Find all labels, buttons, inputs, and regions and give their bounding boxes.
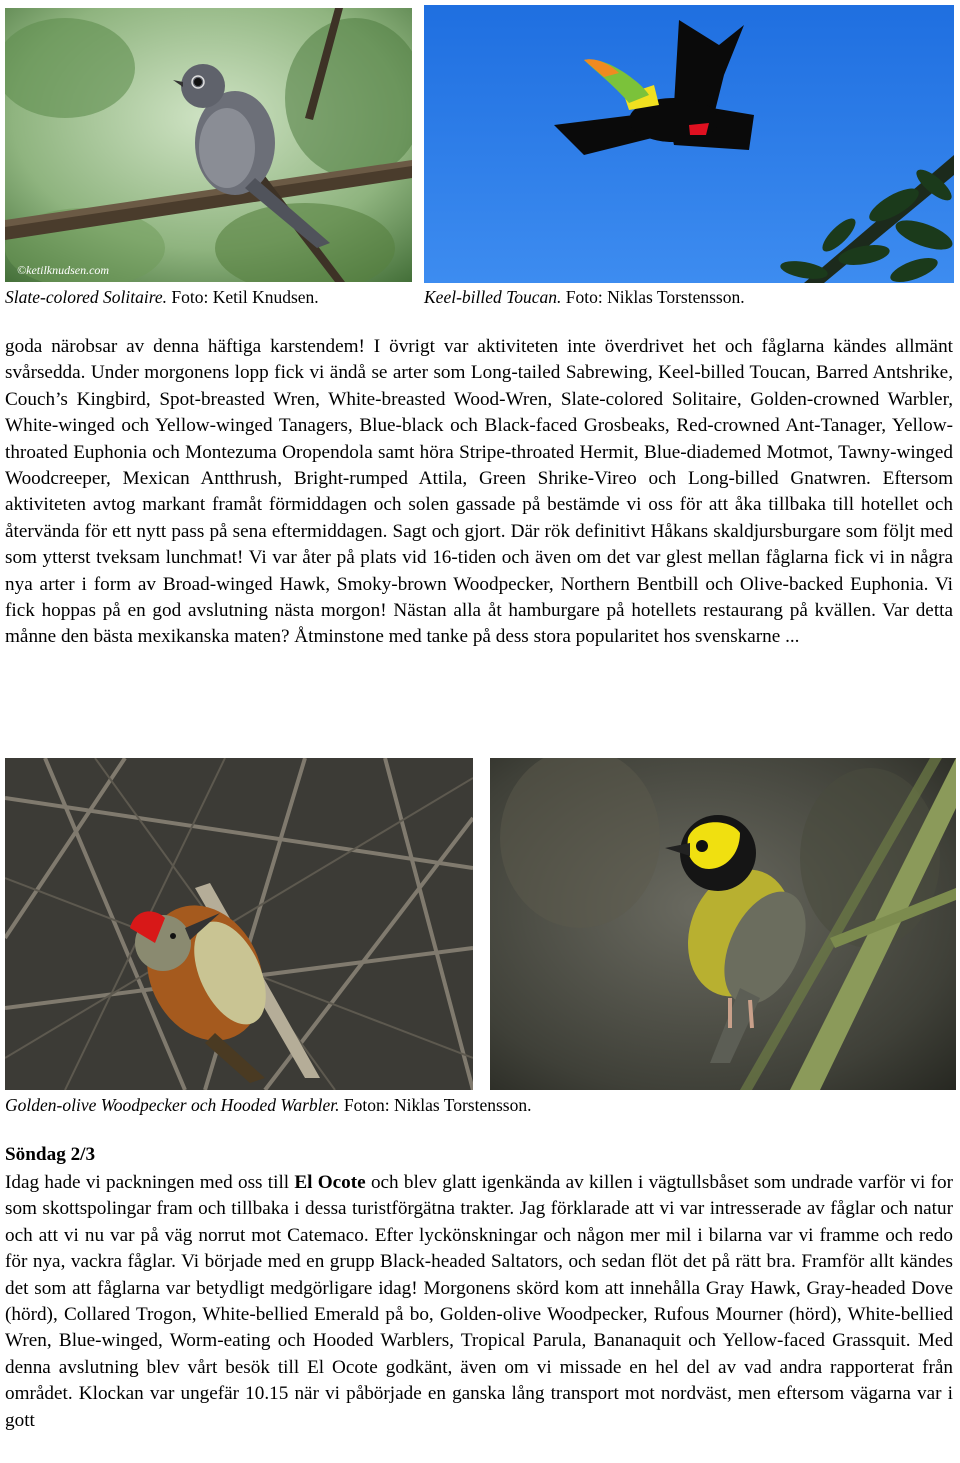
caption-toucan bbox=[424, 286, 745, 308]
photo-keel-billed-toucan bbox=[424, 5, 954, 283]
photo-slate-colored-solitaire bbox=[5, 8, 412, 282]
photo-hooded-warbler bbox=[490, 758, 956, 1090]
section-heading: Söndag 2/3 bbox=[5, 1144, 96, 1165]
caption-species: Slate-colored Solitaire. bbox=[5, 287, 168, 307]
caption-credit: Foton: Niklas Torstensson. bbox=[339, 1095, 532, 1115]
caption-species: Keel-billed Toucan. bbox=[424, 287, 562, 307]
body-paragraph-1: goda närobsar av denna häftiga karstendem! I övrigt var aktiviteten inte överdrivet het och fåglarna kändes allmänt svårsedda. Under morgonens lopp fick vi ändå se arter som Long-tailed Sabrewing, Keel-billed Toucan, Barred Antshrike, Couch’s Kingbird, Spot-breasted Wren, White-breasted Wood-Wren, Slate-colored Solitaire, Golden-crowned Warbler, White-winged och Yellow-winged Tanagers, Blue-black och Black-faced Grosbeaks, Red-crowned Ant-Tanager, Yellow-throated Euphonia och Montezuma Oropendola samt höra Stripe-throated Hermit, Blue-diademed Motmot, Tawny-winged Woodcreeper, Mexican Antthrush, Bright-rumped Attila, Green Shrike-Vireo och Long-billed Gnatwren. Eftersom aktiviteten avtog markant framåt förmiddagen och solen gassade på bestämde vi oss för att åka tillbaka till hotellet och återvända för ett nytt pass på sena eftermiddagen. Sagt och gjort. Där rök definitivt Håkans skaldjursburgare som följt med som ytterst tveksam lunchmat! Vi var åter på plats vid 16-tiden och även om det var glest mellan fåglarna fick vi in några nya arter i form av Broad-winged Hawk, Smoky-brown Woodpecker, Northern Bentbill och Olive-backed Euphonia. Vi fick hoppas på en god avslutning nästa morgon! Nästan alla åt hamburgare på hotellets restaurang på kvällen. Var detta månne den bästa mexikanska maten? Åtminstone med tanke på dess stora popularitet hos svenskarne ... bbox=[5, 336, 953, 648]
caption-credit: Foto: Niklas Torstensson. bbox=[561, 287, 745, 307]
caption-woodpecker-warbler bbox=[5, 1094, 531, 1116]
body-paragraph-2 bbox=[5, 1170, 953, 1434]
photo-watermark: ©ketilknudsen.com bbox=[17, 263, 110, 277]
caption-species: Golden-olive Woodpecker och Hooded Warbler. bbox=[5, 1095, 340, 1115]
caption-solitaire bbox=[5, 286, 319, 308]
place-name-bold: El Ocote bbox=[294, 1172, 366, 1193]
paragraph-text: och blev glatt igenkända av killen i vägtullsbåset som undrade varför vi for som skottspolingar fram och tillbaka i dessa turistförgätna trakter. Jag förklarade att vi var intresserade av fåglar och natur och att vi nu var på väg norrut mot Catemaco. Efter lyckönskningar och någon mer mil i bilarna var vi framme och redo för nya, vackra fåglar. Vi började med en grupp Black-headed Saltators, och sedan flöt det på rätt bra. Framför allt kändes det som att fåglarna var betydligt medgörligare idag! Morgonens skörd kom att innehålla Gray Hawk, Gray-headed Dove (hörd), Collared Trogon, White-bellied Emerald på bo, Golden-olive Woodpecker, Rufous Mourner (hörd), White-bellied Wren, Blue-winged, Worm-eating och Hooded Warblers, Tropical Parula, Bananaquit och Yellow-faced Grassquit. Med denna avslutning blev vårt besök till El Ocote godkänt, även om vi missade en hel del av vad andra rapporterat från området. Klockan var ungefär 10.15 när vi påbörjade en ganska lång transport mot nordväst, men eftersom vägarna var i gott bbox=[5, 1172, 953, 1431]
paragraph-text: Idag hade vi packningen med oss till bbox=[5, 1172, 295, 1193]
photo-golden-olive-woodpecker bbox=[5, 758, 473, 1090]
caption-credit: Foto: Ketil Knudsen. bbox=[167, 287, 319, 307]
